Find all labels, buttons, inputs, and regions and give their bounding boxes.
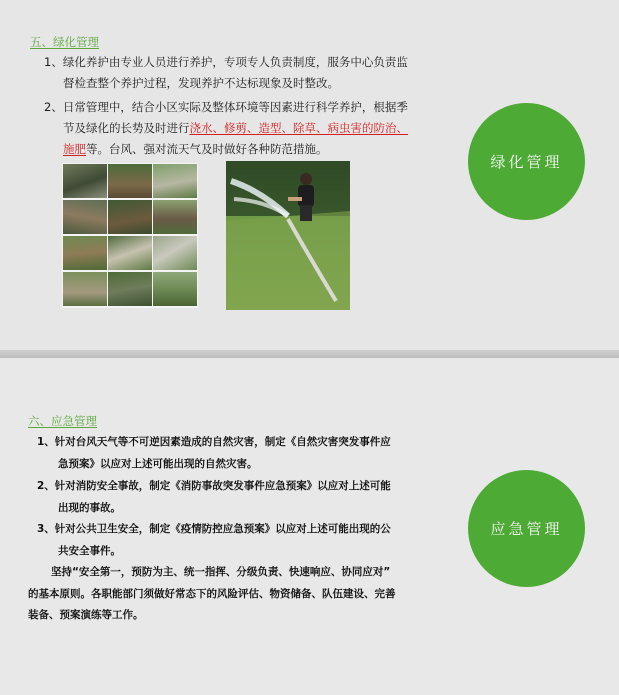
collage-photo: [153, 164, 197, 198]
emergency-principle: [28, 562, 396, 627]
emergency-item-1-line-2: 急预案》以应对上述可能出现的自然灾害。: [58, 457, 258, 470]
greening-item-2-line-2-text: 节及绿化的长势及时进行: [63, 121, 190, 135]
emergency-item-1-line-1: 1、针对台风天气等不可逆因素造成的自然灾害，制定《自然灾害突发事件应: [37, 436, 391, 448]
collage-photo: [108, 236, 152, 270]
emergency-principle-line-2: 的基本原则。各职能部门须做好常态下的风险评估、物资储备、队伍建设、完善: [28, 587, 396, 600]
greening-highlight-fertilize: 施肥: [63, 142, 86, 156]
greening-badge: 绿化管理: [468, 103, 585, 220]
emergency-principle-line-3: 装备、预案演练等工作。: [28, 609, 144, 621]
emergency-item-2-line-1: 2、针对消防安全事故，制定《消防事故突发事件应急预案》以应对上述可能: [37, 480, 391, 492]
emergency-badge: 应急管理: [468, 470, 585, 587]
emergency-principle-line-1: 坚持“安全第一，预防为主、统一指挥、分级负责、快速响应、协同应对”: [51, 566, 391, 578]
emergency-item-3-line-2: 共安全事件。: [58, 544, 121, 557]
collage-photo: [153, 272, 197, 306]
collage-photo: [63, 272, 107, 306]
greening-item-2-line-1: 2、日常管理中，结合小区实际及整体环境等因素进行科学养护，根据季: [44, 100, 408, 114]
emergency-item-2: [37, 476, 391, 519]
greening-item-1: [44, 52, 408, 94]
greening-item-1-line-2: 督检查整个养护过程，发现养护不达标现象及时整改。: [63, 76, 339, 90]
collage-photo: [63, 164, 107, 198]
greening-highlight-tasks: 浇水、修剪、造型、除草、病虫害的防治、: [189, 121, 408, 135]
watering-photo: [226, 161, 350, 310]
slide-divider: [0, 350, 619, 358]
emergency-slide: [0, 358, 619, 695]
emergency-item-2-line-2: 出现的事故。: [58, 501, 121, 514]
greening-section-title: 五、绿化管理: [30, 35, 99, 49]
greening-item-2-line-2: [44, 118, 408, 139]
greening-item-1-line-1: 1、绿化养护由专业人员进行养护，专项专人负责制度，服务中心负责监: [44, 55, 408, 69]
collage-photo: [108, 272, 152, 306]
watering-photo-illustration: [226, 161, 350, 310]
emergency-section-title: 六、应急管理: [28, 414, 97, 428]
greening-item-2: [44, 97, 408, 160]
greening-item-2-line-3: [44, 139, 408, 160]
emergency-item-1: [37, 432, 391, 475]
emergency-item-3: [37, 519, 391, 562]
greening-photo-collage: [62, 163, 198, 308]
collage-photo: [108, 200, 152, 234]
collage-photo: [63, 200, 107, 234]
collage-photo: [153, 236, 197, 270]
emergency-item-3-line-1: 3、针对公共卫生安全，制定《疫情防控应急预案》以应对上述可能出现的公: [37, 523, 391, 535]
collage-photo: [108, 164, 152, 198]
collage-photo: [63, 236, 107, 270]
greening-item-2-line-3-text: 等。台风、强对流天气及时做好各种防范措施。: [86, 142, 328, 156]
collage-photo: [153, 200, 197, 234]
